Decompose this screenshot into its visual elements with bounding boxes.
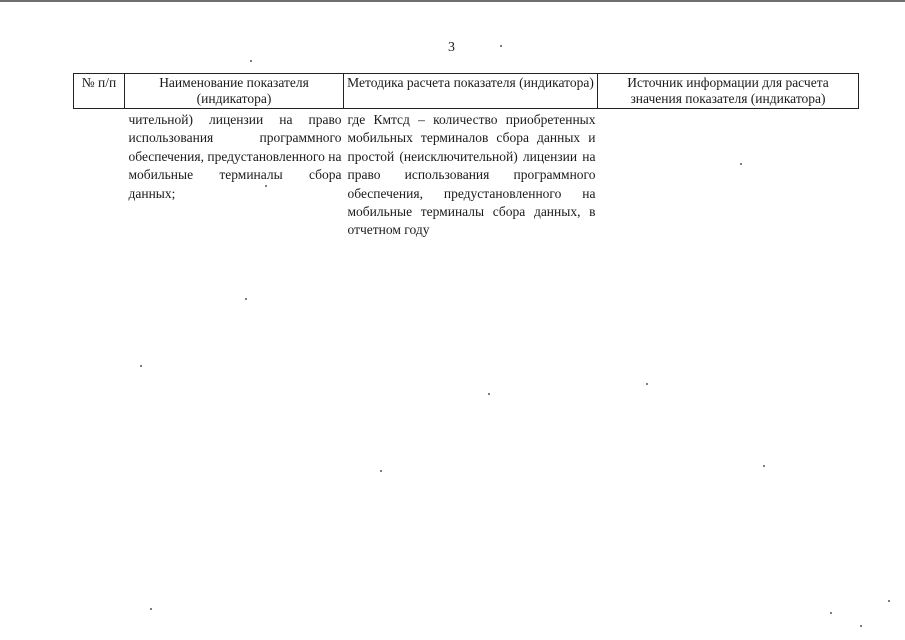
indicator-table (73, 73, 859, 240)
scan-speck (140, 365, 142, 367)
scan-speck (763, 465, 765, 467)
table-header-row (74, 74, 859, 109)
scan-speck (830, 612, 832, 614)
page-number: 3 (448, 40, 455, 55)
header-method: Методика расчета показателя (индикатора) (344, 74, 598, 109)
scan-speck (150, 608, 152, 610)
scan-speck (740, 163, 742, 165)
header-source: Источник информации для расчета значения показателя (индикатора) (598, 74, 859, 109)
scan-speck (250, 60, 252, 62)
cell-method: где Кмтсд – количество приобретенных мобильных терминалов сбора данных и простой (неисключительной) лицензии на право использования программного обеспечения, предустановленного на мобильные терминалы сбора данных, в отчетном году (347, 112, 596, 238)
scan-speck (380, 470, 382, 472)
header-name: Наименование показателя (индикатора) (125, 74, 344, 109)
cell-name: чительной) лицензии на право использования программного обеспечения, предустановленного на мобильные терминалы сбора данных; (128, 112, 342, 201)
header-num: № п/п (74, 74, 125, 109)
scan-speck (500, 45, 502, 47)
scan-speck (488, 393, 490, 395)
page-top-edge (0, 0, 905, 2)
cell-source (598, 109, 859, 240)
scan-speck (888, 600, 890, 602)
scan-speck (265, 185, 267, 187)
cell-num (74, 109, 125, 240)
scan-speck (646, 383, 648, 385)
scan-speck (860, 625, 862, 627)
table-row (74, 109, 859, 240)
scan-speck (245, 298, 247, 300)
